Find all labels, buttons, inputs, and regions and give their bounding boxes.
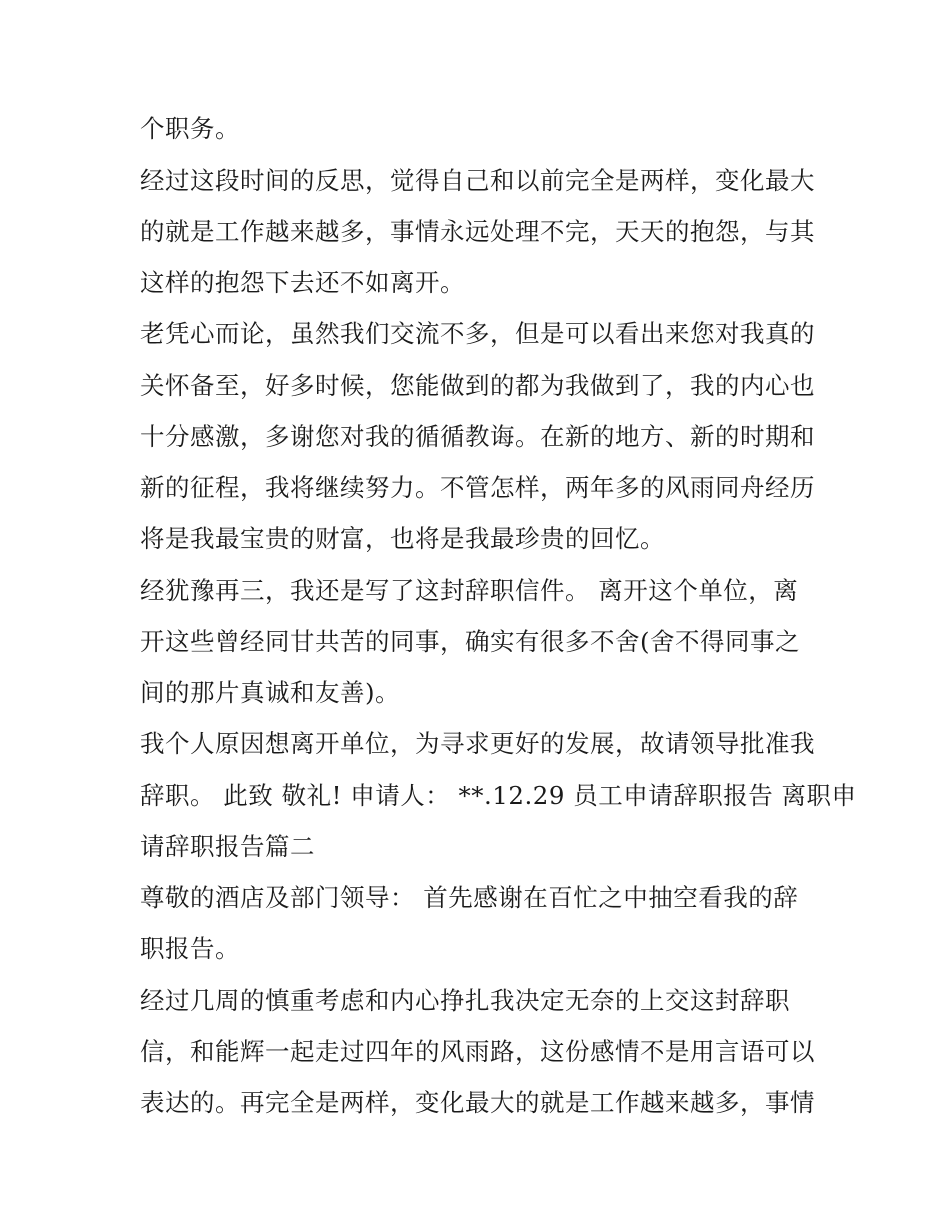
text-line: 经过这段时间的反思，觉得自己和以前完全是两样，变化最大 bbox=[140, 166, 815, 195]
text-line: 十分感激，多谢您对我的循循教诲。在新的地方、新的时期和 bbox=[140, 422, 815, 451]
text-line: 开这些曾经同甘共苦的同事，确实有很多不舍(舍不得同事之 bbox=[140, 627, 801, 656]
text-line: 尊敬的酒店及部门领导： 首先感谢在百忙之中抽空看我的辞 bbox=[140, 883, 799, 912]
text-line: 个职务。 bbox=[140, 114, 240, 143]
text-line: 关怀备至，好多时候，您能做到的都为我做到了，我的内心也 bbox=[140, 371, 815, 400]
text-line: 经犹豫再三，我还是写了这封辞职信件。 离开这个单位，离 bbox=[140, 576, 799, 605]
text-line: 我个人原因想离开单位，为寻求更好的发展，故请领导批准我 bbox=[140, 729, 815, 758]
text-line: 经过几周的慎重考虑和内心挣扎我决定无奈的上交这封辞职 bbox=[140, 986, 790, 1015]
text-line: 将是我最宝贵的财富，也将是我最珍贵的回忆。 bbox=[140, 524, 665, 553]
text-line: 这样的抱怨下去还不如离开。 bbox=[140, 268, 465, 297]
text-line: 老凭心而论，虽然我们交流不多，但是可以看出来您对我真的 bbox=[140, 319, 815, 348]
text-line: 职报告。 bbox=[140, 934, 240, 963]
text-line: 新的征程，我将继续努力。不管怎样，两年多的风雨同舟经历 bbox=[140, 473, 815, 502]
text-line: 请辞职报告篇二 bbox=[140, 832, 315, 861]
text-line: 间的那片真诚和友善)。 bbox=[140, 678, 401, 707]
text-line: 表达的。再完全是两样，变化最大的就是工作越来越多，事情 bbox=[140, 1088, 815, 1117]
text-line: 的就是工作越来越多，事情永远处理不完，天天的抱怨，与其 bbox=[140, 217, 815, 246]
text-line: 信，和能辉一起走过四年的风雨路，这份感情不是用言语可以 bbox=[140, 1037, 815, 1066]
text-line: 辞职。 此致 敬礼! 申请人： **.12.29 员工申请辞职报告 离职申 bbox=[140, 781, 857, 810]
